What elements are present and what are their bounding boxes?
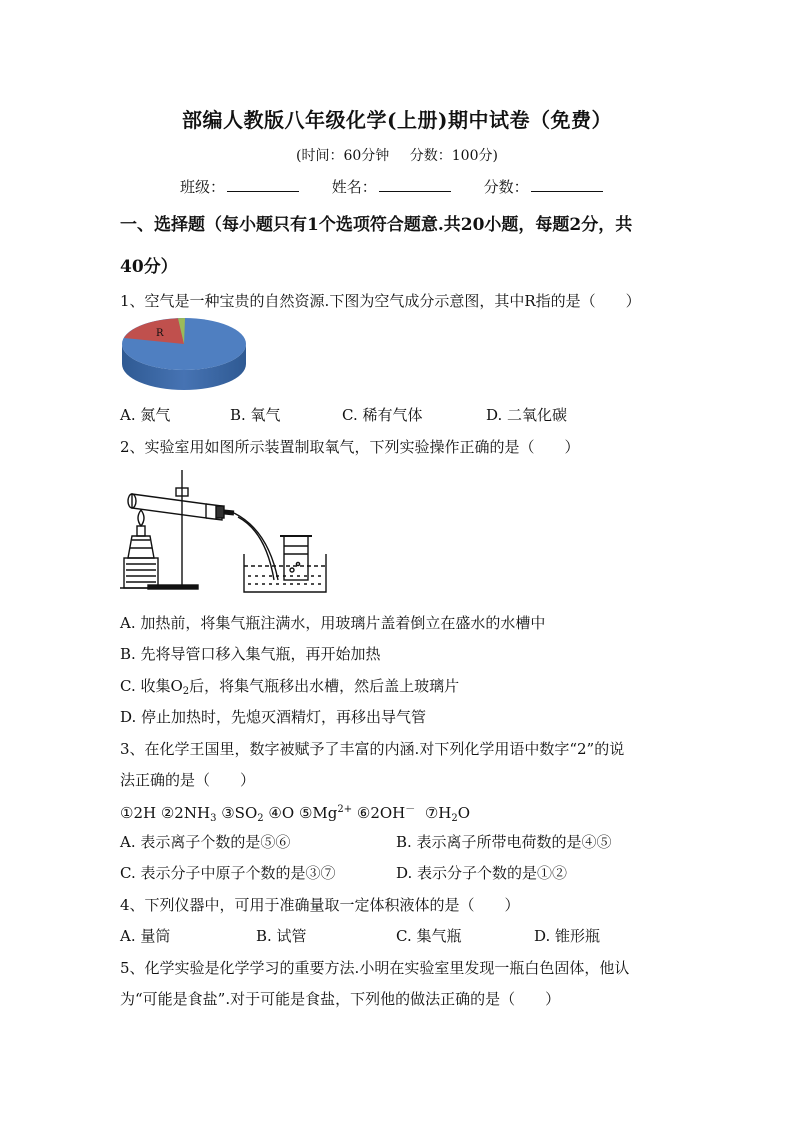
name-blank[interactable]	[379, 177, 451, 192]
score-field[interactable]: 分数：	[484, 176, 603, 197]
q2-option-d[interactable]: D. 停止加热时，先熄灭酒精灯，再移出导气管	[120, 708, 427, 726]
pie-label-r: R	[156, 328, 164, 339]
q3-option-b[interactable]: B. 表示离子所带电荷数的是④⑤	[396, 833, 612, 851]
question-1-stem: 1、空气是一种宝贵的自然资源.下图为空气成分示意图，其中R指的是（ ）	[120, 292, 641, 310]
q3-option-c[interactable]: C. 表示分子中原子个数的是③⑦	[120, 864, 336, 882]
q1-option-d[interactable]: D. 二氧化碳	[486, 406, 568, 424]
q4-option-c[interactable]: C. 集气瓶	[396, 927, 462, 945]
section-heading-line1: 一、选择题（每小题只有1个选项符合题意.共20小题，每题2分，共	[120, 215, 633, 235]
q3-option-d[interactable]: D. 表示分子个数的是①②	[396, 864, 568, 882]
class-blank[interactable]	[227, 177, 299, 192]
q4-option-a[interactable]: A. 量筒	[120, 927, 171, 945]
q2-option-b[interactable]: B. 先将导管口移入集气瓶，再开始加热	[120, 645, 381, 663]
q1-option-a[interactable]: A. 氮气	[120, 406, 171, 424]
question-4-stem: 4、下列仪器中，可用于准确量取一定体积液体的是（ ）	[120, 896, 520, 914]
q4-option-b[interactable]: B. 试管	[256, 927, 307, 945]
student-fields	[180, 176, 631, 197]
question-3-stem-line2: 法正确的是（ ）	[120, 771, 256, 789]
question-3-stem-line1: 3、在化学王国里，数字被赋予了丰富的内涵.对下列化学用语中数字“2”的说	[120, 740, 625, 758]
q3-option-a[interactable]: A. 表示离子个数的是⑤⑥	[120, 833, 291, 851]
q1-option-c[interactable]: C. 稀有气体	[342, 406, 423, 424]
air-composition-pie-chart	[118, 316, 250, 394]
question-3-options-row1	[120, 831, 612, 852]
question-2-stem: 2、实验室用如图所示装置制取氧气，下列实验操作正确的是（ ）	[120, 438, 580, 456]
question-3-formulas: ①2H $②2NH_3$ $③SO_2$ ④O $⑤Mg^{2+}$ ⑥2OH－ $⑦H_2O$	[120, 804, 471, 824]
oxygen-apparatus-diagram	[118, 460, 332, 600]
q4-option-d[interactable]: D. 锥形瓶	[534, 927, 601, 945]
name-field[interactable]: 姓名：	[332, 176, 451, 197]
class-field[interactable]: 班级：	[180, 176, 299, 197]
question-4-options	[120, 925, 600, 946]
time-info: (时间：60分钟	[296, 148, 390, 164]
question-1-options	[120, 404, 567, 425]
question-5-stem-line1: 5、化学实验是化学学习的重要方法.小明在实验室里发现一瓶白色固体，他认	[120, 959, 630, 977]
q1-option-b[interactable]: B. 氧气	[230, 406, 281, 424]
q2-option-c[interactable]: C. 收集$O_2$后，将集气瓶移出水槽，然后盖上玻璃片	[120, 677, 460, 697]
question-3-options-row2	[120, 862, 567, 883]
score-blank[interactable]	[531, 177, 603, 192]
q2-option-a[interactable]: A. 加热前，将集气瓶注满水，用玻璃片盖着倒立在盛水的水槽中	[120, 614, 546, 632]
exam-title: 部编人教版八年级化学(上册)期中试卷（免费）	[182, 108, 612, 132]
section-heading-line2: 40分）	[120, 257, 178, 277]
exam-meta	[0, 145, 794, 165]
score-info: 分数：100分)	[409, 148, 498, 164]
question-5-stem-line2: 为“可能是食盐”.对于可能是食盐，下列他的做法正确的是（ ）	[120, 990, 561, 1008]
